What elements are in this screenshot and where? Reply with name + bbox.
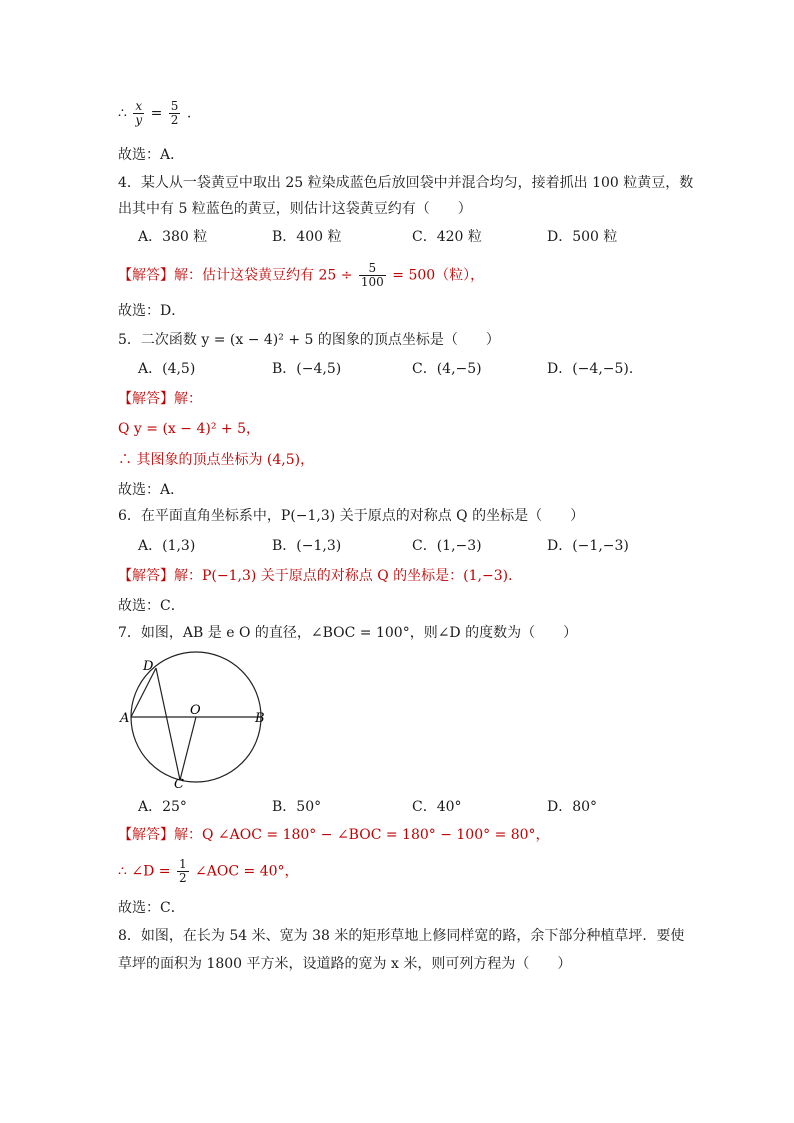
label-o: O: [190, 703, 201, 718]
q5-option-d: D．(−4,−5)．: [547, 361, 643, 377]
q7-option-a: A．25°: [138, 799, 187, 815]
q6-option-d: D．(−1,−3): [547, 538, 629, 554]
q6-stem: 6．在平面直角坐标系中，P(−1,3) 关于原点的对称点 Q 的坐标是（ ）: [118, 508, 585, 524]
radius-oc: [180, 717, 196, 780]
label-a: A: [120, 711, 130, 726]
fraction-5-over-100: $\frac{5}{100}$: [360, 261, 384, 289]
q7-solution: 【解答】解：Q ∠AOC = 180° − ∠BOC = 180° − 100° = 80°，: [118, 827, 550, 843]
q5-answer: 故选：A．: [118, 482, 185, 498]
q6-answer: 故选：C．: [118, 598, 185, 614]
prev-fraction-line: ∴ $\frac{x}{y}$ = $\frac{5}{2}$ .: [118, 99, 192, 127]
q6-option-a: A．(1,3): [138, 538, 196, 554]
q7-option-b: B．50°: [272, 799, 322, 815]
q5-solution-header: 【解答】解：: [118, 391, 202, 407]
q5-option-b: B．(−4,5): [272, 361, 342, 377]
solution-tag: 【解答】: [118, 568, 174, 584]
q5-option-a: A．(4,5): [138, 361, 196, 377]
q7-circle-figure: [118, 650, 278, 792]
therefore-symbol: ∴: [118, 105, 127, 122]
label-b: B: [255, 711, 265, 726]
chord-ad: [131, 668, 156, 717]
q4-option-a: A．380 粒: [138, 229, 208, 245]
q5-solution-step2: ∴ 其图象的顶点坐标为 (4,5)，: [118, 452, 315, 468]
q8-stem-line1: 8．如图，在长为 54 米、宽为 38 米的矩形草地上修同样宽的路，余下部分种植草坪．要使: [118, 928, 685, 944]
q7-solution-step2: ∴ ∠D = $\frac{1}{2}$ ∠AOC = 40°，: [118, 857, 299, 885]
fraction-1-over-2: $\frac{1}{2}$: [178, 857, 187, 885]
chord-dc: [156, 668, 180, 780]
q5-solution-step1: Q y = (x − 4)² + 5，: [118, 421, 260, 437]
q6-solution: 【解答】解：P(−1,3) 关于原点的对称点 Q 的坐标是：(1,−3)．: [118, 568, 523, 584]
q6-option-b: B．(−1,3): [272, 538, 342, 554]
q5-stem: 5．二次函数 y = (x − 4)² + 5 的图象的顶点坐标是（ ）: [118, 332, 500, 348]
solution-tag: 【解答】: [118, 267, 174, 284]
fraction-x-over-y: $\frac{x}{y}$: [135, 99, 143, 127]
q4-option-c: C．420 粒: [412, 229, 482, 245]
q6-option-c: C．(1,−3): [412, 538, 482, 554]
q7-option-c: C．40°: [412, 799, 462, 815]
solution-tag: 【解答】: [118, 827, 174, 843]
q7-option-d: D．80°: [547, 799, 598, 815]
q4-option-b: B．400 粒: [272, 229, 342, 245]
prev-answer: 故选：A．: [118, 147, 185, 163]
label-c: C: [174, 777, 184, 792]
q4-answer: 故选：D．: [118, 303, 186, 319]
solution-tag: 【解答】: [118, 391, 174, 407]
q4-stem-line1: 4．某人从一袋黄豆中取出 25 粒染成蓝色后放回袋中并混合均匀，接着抓出 100 粒黄豆，数: [118, 175, 694, 191]
label-d: D: [143, 659, 154, 674]
q4-option-d: D．500 粒: [547, 229, 618, 245]
q7-stem: 7．如图，AB 是 e O 的直径，∠BOC = 100°，则∠D 的度数为（ ）: [118, 625, 578, 641]
q5-option-c: C．(4,−5): [412, 361, 482, 377]
q7-answer: 故选：C．: [118, 900, 185, 916]
q4-stem-line2: 出其中有 5 粒蓝色的黄豆，则估计这袋黄豆约有（ ）: [118, 201, 472, 217]
q8-stem-line2: 草坪的面积为 1800 平方米，设道路的宽为 x 米，则可列方程为（ ）: [118, 956, 572, 972]
fraction-5-over-2: $\frac{5}{2}$: [170, 99, 179, 127]
q4-solution: 【解答】解：估计这袋黄豆约有 25 ÷ $\frac{5}{100}$ = 500（粒），: [118, 261, 485, 289]
